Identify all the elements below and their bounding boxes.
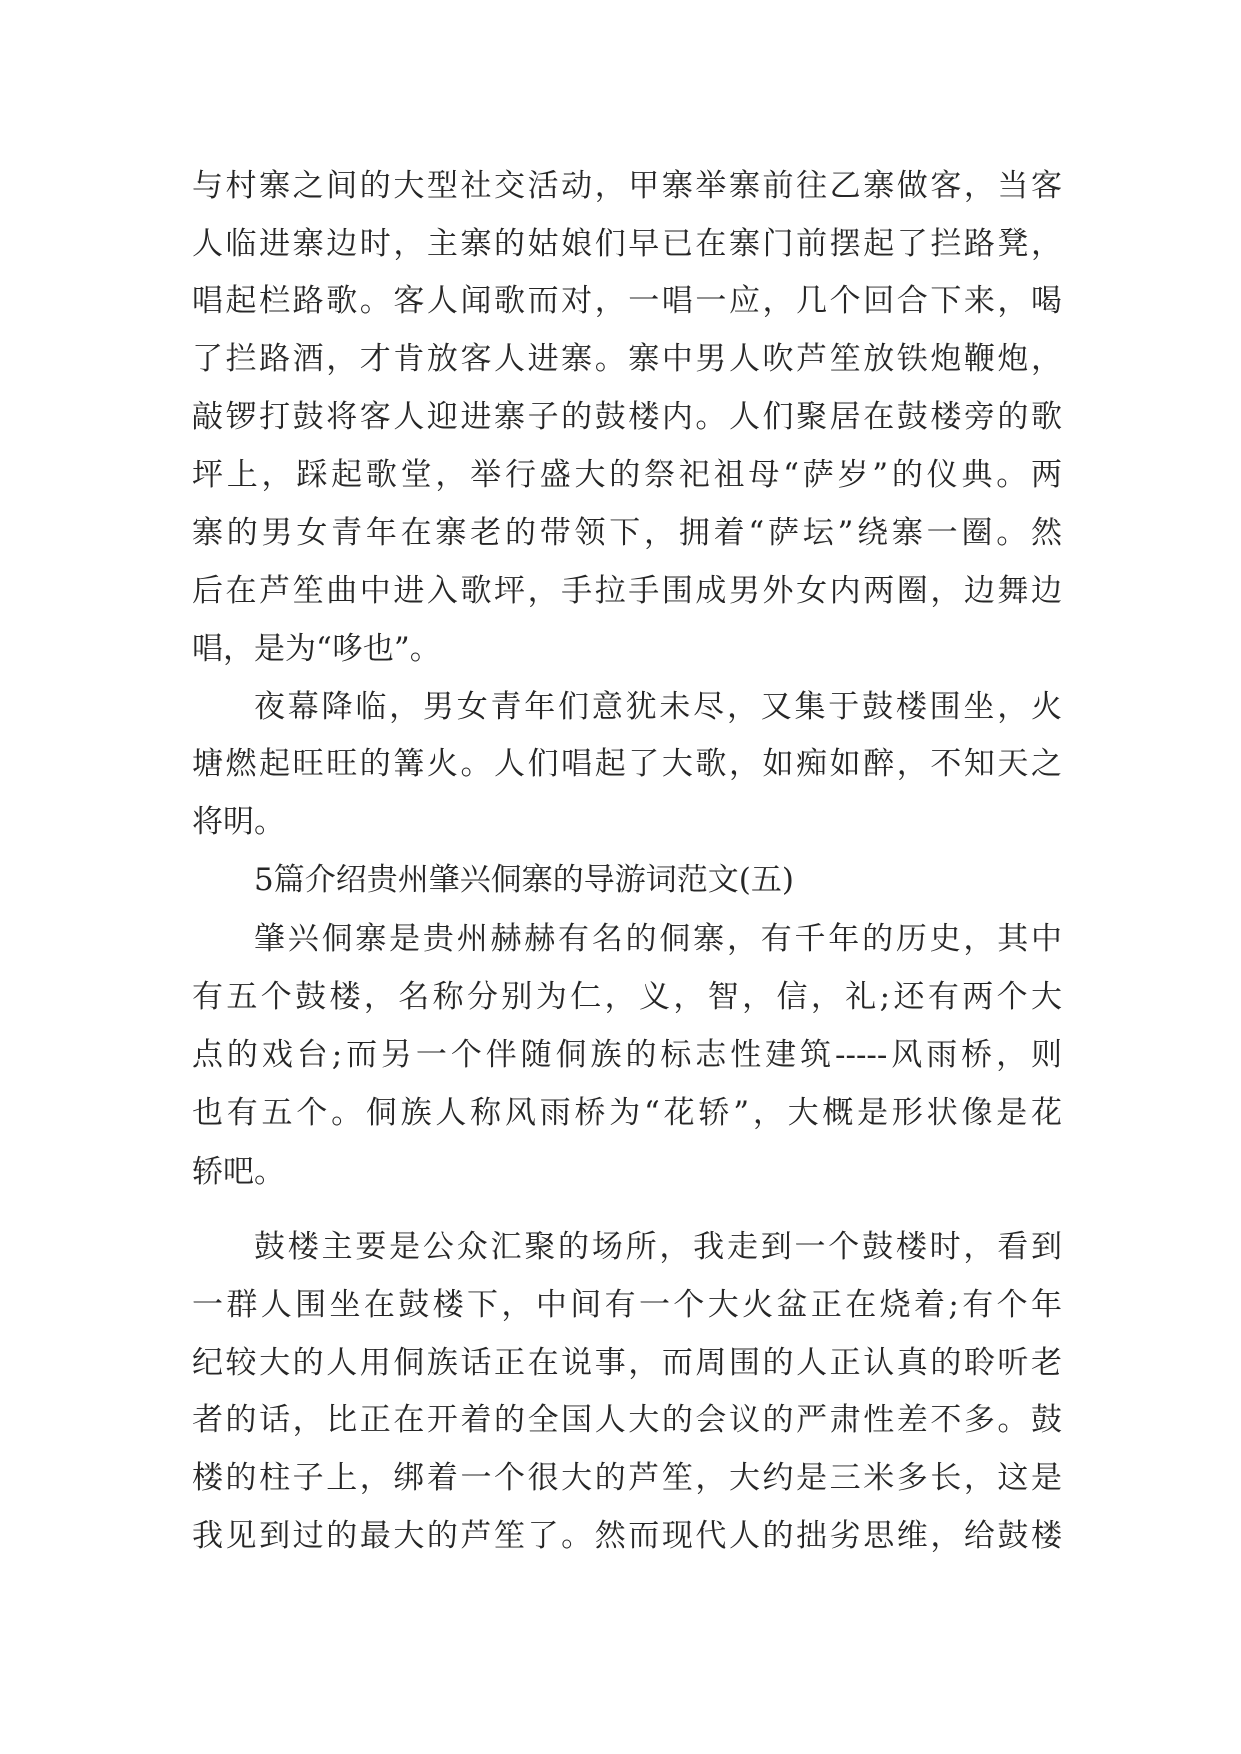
p4-line-3: 纪较大的人用侗族话正在说事，而周围的人正认真的聆听老	[192, 1345, 1062, 1381]
p1-line-8: 后在芦笙曲中进入歌坪，手拉手围成男外女内两圈，边舞边	[192, 573, 1062, 609]
p1-line-7: 寨的男女青年在寨老的带领下，拥着“萨坛”绕寨一圈。然	[192, 515, 1062, 551]
p4-line-6: 我见到过的最大的芦笙了。然而现代人的拙劣思维，给鼓楼	[192, 1518, 1062, 1554]
p1-line-3: 唱起栏路歌。客人闻歌而对，一唱一应，几个回合下来，喝	[192, 283, 1062, 319]
p4-line-4: 者的话，比正在开着的全国人大的会议的严肃性差不多。鼓	[192, 1402, 1062, 1438]
p3-line-3: 点的戏台;而另一个伴随侗族的标志性建筑-----风雨桥，则	[192, 1037, 1062, 1073]
p2-line-1: 夜幕降临，男女青年们意犹未尽，又集于鼓楼围坐，火	[254, 689, 1062, 725]
p1-line-5: 敲锣打鼓将客人迎进寨子的鼓楼内。人们聚居在鼓楼旁的歌	[192, 399, 1062, 435]
section-heading: 5篇介绍贵州肇兴侗寨的导游词范文(五)	[254, 862, 794, 898]
p2-line-3: 将明。	[192, 804, 285, 840]
p4-line-2: 一群人围坐在鼓楼下，中间有一个大火盆正在烧着;有个年	[192, 1287, 1062, 1323]
p1-line-9: 唱，是为“哆也”。	[192, 631, 441, 667]
p3-line-4: 也有五个。侗族人称风雨桥为“花轿”，大概是形状像是花	[192, 1095, 1062, 1131]
p1-line-1: 与村寨之间的大型社交活动，甲寨举寨前往乙寨做客，当客	[192, 168, 1062, 204]
p4-line-5: 楼的柱子上，绑着一个很大的芦笙，大约是三米多长，这是	[192, 1460, 1062, 1496]
p4-line-1: 鼓楼主要是公众汇聚的场所，我走到一个鼓楼时，看到	[254, 1229, 1062, 1265]
p1-line-2: 人临进寨边时，主寨的姑娘们早已在寨门前摆起了拦路凳，	[192, 226, 1062, 262]
p2-line-2: 塘燃起旺旺的篝火。人们唱起了大歌，如痴如醉，不知天之	[192, 746, 1062, 782]
p3-line-5: 轿吧。	[192, 1154, 285, 1190]
p1-line-6: 坪上，踩起歌堂，举行盛大的祭祀祖母“萨岁”的仪典。两	[192, 457, 1062, 493]
p1-line-4: 了拦路酒，才肯放客人进寨。寨中男人吹芦笙放铁炮鞭炮，	[192, 341, 1062, 377]
p3-line-2: 有五个鼓楼，名称分别为仁，义，智，信，礼;还有两个大	[192, 979, 1062, 1015]
p3-line-1: 肇兴侗寨是贵州赫赫有名的侗寨，有千年的历史，其中	[254, 921, 1062, 957]
